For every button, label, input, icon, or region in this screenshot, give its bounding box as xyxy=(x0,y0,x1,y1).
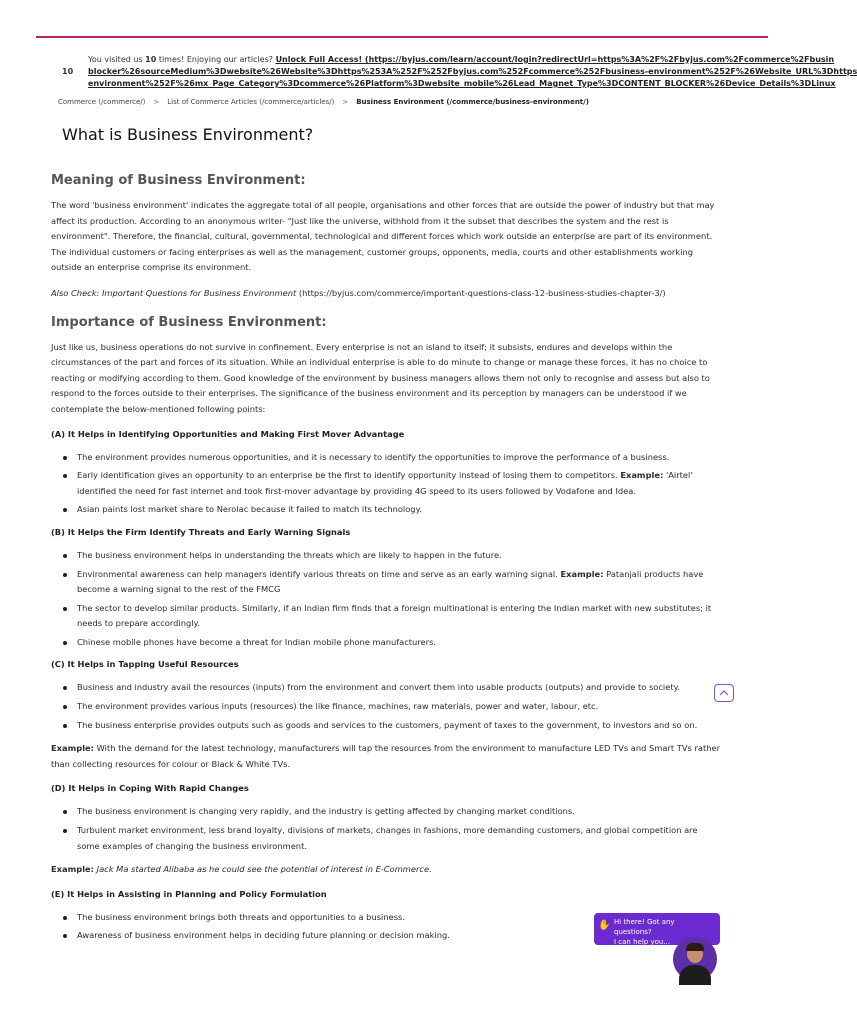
list-item-text: Patanjali products have become a warning signal to the rest of the FMCG xyxy=(77,568,704,595)
importance-heading: Importance of Business Environment: xyxy=(51,314,327,330)
unlock-access-link-line-3[interactable]: environment%252F%26mx_Page_Category%3Dcommerce%26Platform%3Dwebsite_mobile%26Lead_Magnet_Type%3DCONTENT_BLOCKER%26Device_Details%3DLinux xyxy=(88,79,836,88)
meaning-paragraph: The word 'business environment' indicates the aggregate total of all people, organisations and other forces that are outside the power of industry but that may affect its production. According to an anonymous writer- "Just like the universe, withhold from it the subset that describes the system and the rest is environment". Therefore, the financial, cultural, governmental, technological and different forces which work outside an enterprise are part of its environment. The individual customers or facing enterprises as well as the management, customer groups, opponents, media, courts and other establishments working outside an enterprise comprise its environment. xyxy=(51,200,715,273)
section-e-heading: (E) It Helps in Assisting in Planning and Policy Formulation xyxy=(51,888,327,899)
example-text: Jack Ma started Alibaba as he could see the potential of interest in E-Commerce. xyxy=(94,864,432,875)
example-label: Example: xyxy=(620,470,664,481)
section-a-heading: (A) It Helps in Identifying Opportunities and Making First Mover Advantage xyxy=(51,428,405,439)
list-item: Chinese mobile phones have become a threat for Indian mobile phone manufacturers. xyxy=(51,635,721,651)
list-item: The environment provides various inputs (resources) the like finance, machines, raw materials, power and water, labour, etc. xyxy=(51,699,721,715)
also-check-link[interactable]: Also Check: Important Questions for Business Environment xyxy=(51,287,297,298)
breadcrumb-commerce[interactable]: Commerce (/commerce/) xyxy=(58,98,146,106)
page-title: What is Business Environment? xyxy=(62,125,314,144)
visit-prefix: You visited us xyxy=(88,55,146,64)
also-check-url[interactable]: (https://byjus.com/commerce/important-questions-class-12-business-studies-chapter-3/) xyxy=(296,287,666,298)
importance-paragraph: Just like us, business operations do not survive in confinement. Every enterprise is not an island to itself; it subsists, endures and develops within the circumstances of the part and forces of its situation. While an individual enterprise is able to do minute to change or manage these forces, it has no choice to reacting or modifying according to them. Good knowledge of the environment by business managers allows them not only to recognise and assess but also to respond to the forces outside to their enterprises. The significance of the business environment and its perception by managers can be understood if we contemplate the below-mentioned following points: xyxy=(51,341,710,414)
breadcrumb-separator: > xyxy=(153,98,160,106)
visit-count-badge: 10 xyxy=(62,67,74,76)
breadcrumb-articles[interactable]: List of Commerce Articles (/commerce/articles/) xyxy=(167,98,335,106)
section-b-heading: (B) It Helps the Firm Identify Threats and Early Warning Signals xyxy=(51,526,351,537)
list-item: The business environment is changing very rapidly, and the industry is getting affected by changing market conditions. xyxy=(51,804,721,820)
avatar-body xyxy=(679,965,711,985)
section-c-heading: (C) It Helps in Tapping Useful Resources xyxy=(51,659,239,670)
section-a-list xyxy=(51,450,721,518)
scroll-to-top-button[interactable] xyxy=(714,684,734,702)
list-item xyxy=(51,468,721,499)
section-c-list xyxy=(51,680,721,733)
list-item: Asian paints lost market share to Nerolac because it failed to match its technology. xyxy=(51,502,721,518)
list-item: Turbulent market environment, less brand loyalty, divisions of markets, changes in fashions, more demanding customers, and global competition are some examples of changing the business environment. xyxy=(51,823,721,854)
example-text: With the demand for the latest technology, manufacturers will tap the resources from the environment to manufacture LED TVs and Smart TVs rather than collecting resources for colour or Black & White TVs. xyxy=(51,743,720,769)
list-item xyxy=(51,567,721,598)
list-item: The sector to develop similar products. Similarly, if an Indian firm finds that a foreign multinational is entering the Indian market with new substitutes; it needs to prepare accordingly. xyxy=(51,601,721,632)
visit-suffix: times! Enjoying our articles? xyxy=(156,55,276,64)
breadcrumb-current[interactable]: Business Environment (/commerce/business-environment/) xyxy=(356,98,589,106)
visit-times: 10 xyxy=(145,55,157,64)
list-item: The business environment brings both threats and opportunities to a business. xyxy=(51,910,721,926)
top-accent-line xyxy=(36,36,768,38)
section-d-list xyxy=(51,804,721,854)
list-item: The business enterprise provides outputs such as goods and services to the customers, payment of taxes to the government, to investors and so on. xyxy=(51,718,721,734)
assistant-avatar[interactable] xyxy=(673,937,717,981)
unlock-access-link[interactable]: Unlock Full Access! (https://byjus.com/learn/account/login?redirectUrl=https%3A%2F%2Fbyjus.com%2Fcommerce%2Fbusin xyxy=(275,55,835,64)
unlock-access-link-line-2[interactable]: blocker%26sourceMedium%3Dwebsite%26Website%3Dhttps%253A%252F%252Fbyjus.com%252Fcommerce%252Fbusiness-environment%252F%26Website_URL%3Dhttps xyxy=(88,67,857,76)
section-d-example xyxy=(51,862,721,878)
chevron-up-icon xyxy=(719,689,729,697)
breadcrumb-separator: > xyxy=(342,98,349,106)
waving-hand-icon: ✋ xyxy=(598,920,611,931)
list-item-text: 'Airtel' identified the need for fast internet and took first-mover advantage by providing 4G speed to its users followed by Vodafone and Idea. xyxy=(77,470,693,496)
also-check-line xyxy=(51,286,721,302)
meaning-heading: Meaning of Business Environment: xyxy=(51,173,306,188)
list-item-text: Environmental awareness can help managers identify various threats on time and serve as an early warning signal. xyxy=(77,568,561,579)
section-b-list xyxy=(51,548,721,651)
section-d-heading: (D) It Helps in Coping With Rapid Changes xyxy=(51,783,249,794)
list-item: The environment provides numerous opportunities, and it is necessary to identify the opportunities to improve the performance of a business. xyxy=(51,450,721,466)
list-item: Business and industry avail the resources (inputs) from the environment and convert them into usable products (outputs) and provide to society. xyxy=(51,680,721,696)
article-body xyxy=(51,124,721,952)
list-item-text: Early identification gives an opportunity to an enterprise be the first to identify opportunity instead of losing them to competitors. xyxy=(77,470,621,481)
visit-banner xyxy=(88,54,857,90)
breadcrumb xyxy=(58,98,597,106)
list-item: Awareness of business environment helps in deciding future planning or decision making. xyxy=(51,928,721,944)
visit-banner-row-1 xyxy=(88,54,835,66)
list-item: The business environment helps in understanding the threats which are likely to happen in the future. xyxy=(51,548,721,564)
chat-line-2: I can help you... xyxy=(614,938,670,946)
example-label: Example: xyxy=(51,743,94,754)
example-label: Example: xyxy=(560,568,604,579)
chat-line-1: Hi there! Got any questions? xyxy=(614,918,675,936)
section-c-example xyxy=(51,741,721,772)
example-label: Example: xyxy=(51,864,94,875)
avatar-hair xyxy=(686,943,704,951)
